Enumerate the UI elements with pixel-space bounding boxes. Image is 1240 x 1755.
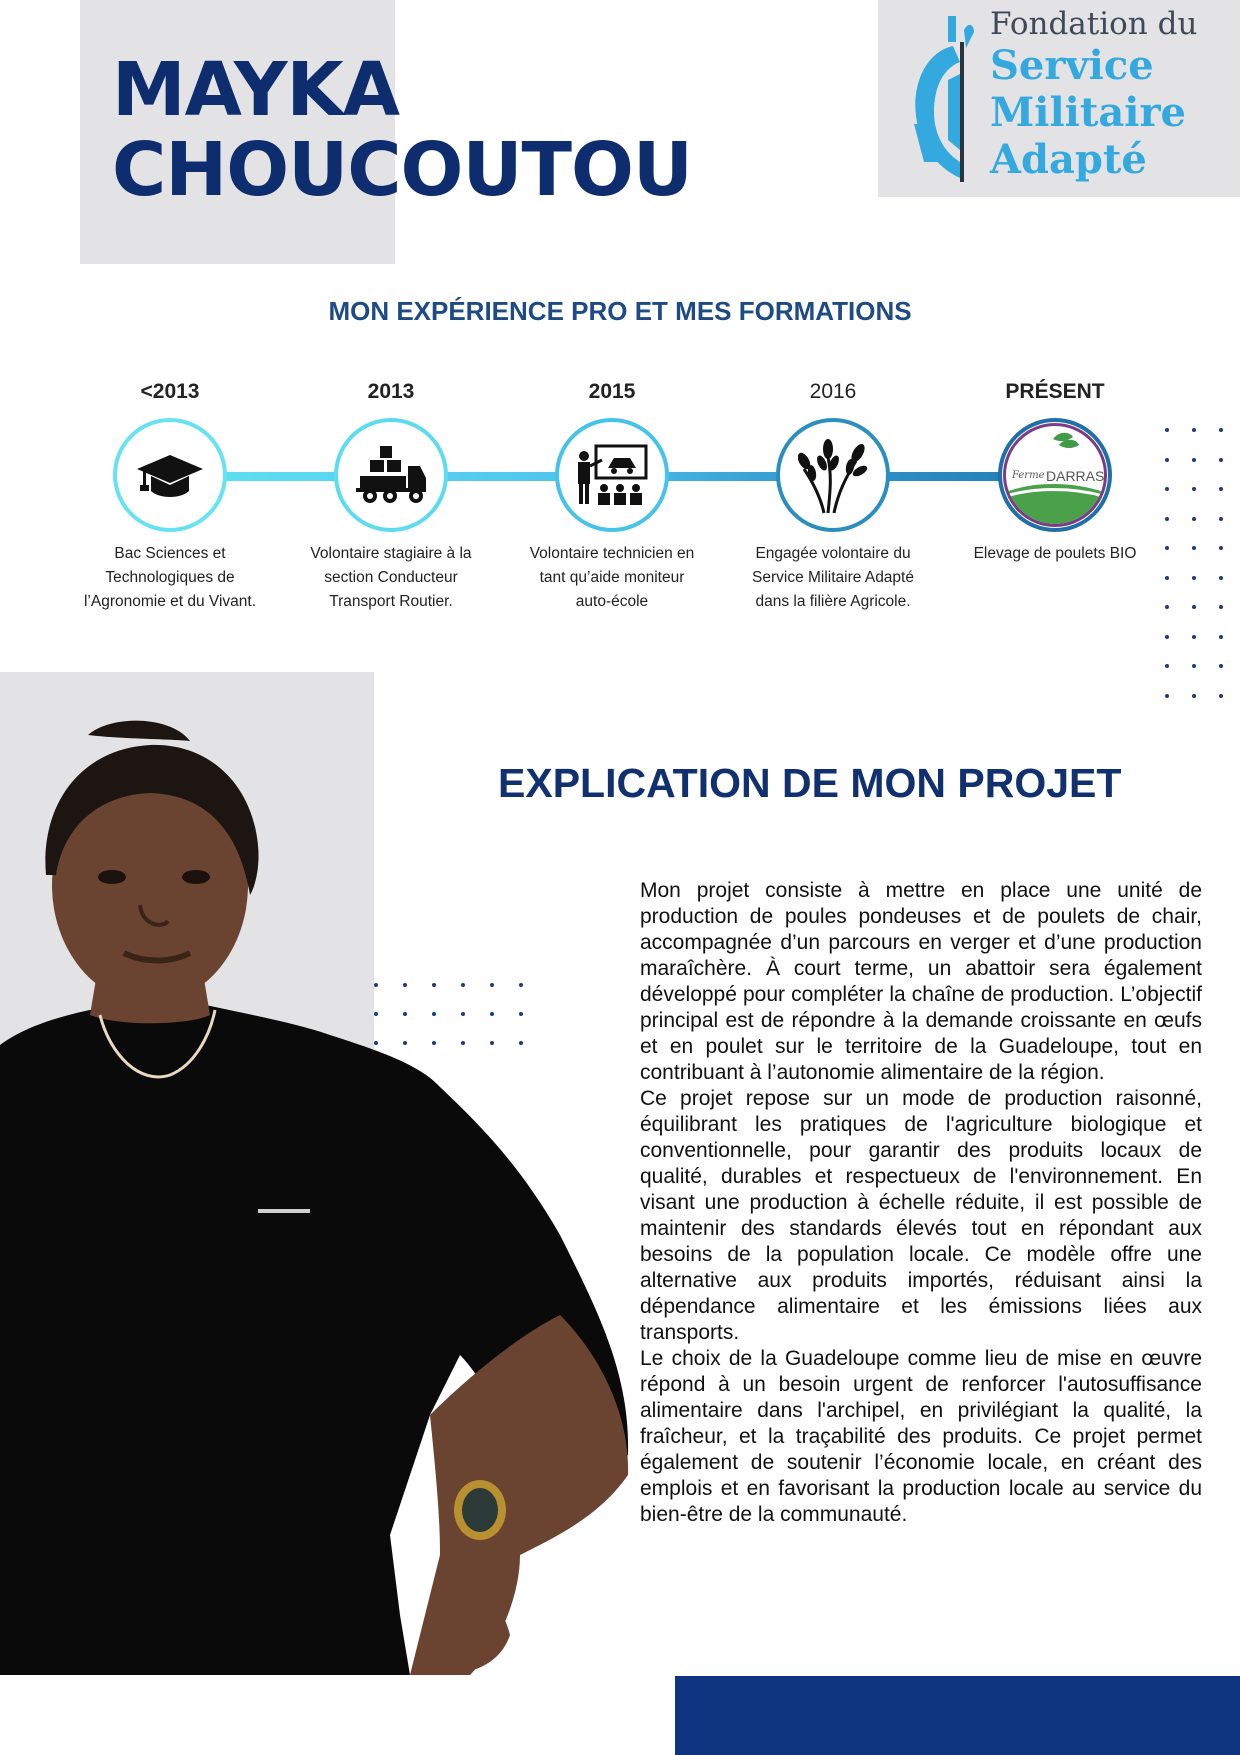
decorative-dot (1219, 546, 1223, 550)
decorative-dot (519, 1012, 523, 1016)
decorative-dot (1165, 546, 1169, 550)
decorative-dot (1192, 428, 1196, 432)
decorative-dot (403, 1012, 407, 1016)
decorative-dot (1165, 576, 1169, 580)
ferme-logo-text: DARRAS (1046, 468, 1105, 484)
decorative-dot (1219, 635, 1223, 639)
person-name (112, 47, 693, 213)
project-paragraph: Ce projet repose sur un mode de production raisonné, équilibrant les pratiques de l'agriculture biologique et conventionnelle, pour garantir des produits locaux de qualité, durables et respectueux de l'environnement. En visant une production à échelle réduite, il est possible de maintenir des standards élevés tout en répondant aux besoins de la population locale. Ce modèle offre une alternative aux produits importés, réduisant ainsi la dépendance alimentaire et les émissions liées aux transports. (640, 1087, 1202, 1344)
timeline-description: Volontaire technicien en tant qu’aide moniteur auto-école (529, 545, 695, 610)
decorative-dot (1165, 605, 1169, 609)
timeline-item (950, 380, 1160, 566)
decorative-dot (1192, 635, 1196, 639)
logo-line-service: Service (990, 42, 1154, 89)
decorative-dot (1219, 694, 1223, 698)
timeline-year: 2015 (588, 380, 636, 403)
fsma-logo-text (990, 6, 1197, 183)
timeline-description: Elevage de poulets BIO (973, 545, 1137, 562)
decorative-dot (1219, 487, 1223, 491)
decorative-dot (461, 1012, 465, 1016)
decorative-dot (519, 1041, 523, 1045)
logo-line-adapte: Adapté (990, 136, 1147, 183)
project-paragraph: Le choix de la Guadeloupe comme lieu de mise en œuvre répond à un besoin urgent de renforcer l'autosuffisance alimentaire dans l'archipel, en privilégiant la qualité, la fraîcheur, et la traçabilité des produits. Ce projet permet également de soutenir l’économie locale, en créant des emplois et en favorisant la production locale au service du bien-être de la communauté. (640, 1347, 1202, 1526)
decorative-dot (403, 983, 407, 987)
decorative-dot (1165, 664, 1169, 668)
decorative-dot (1219, 458, 1223, 462)
timeline-year: 2013 (367, 380, 415, 403)
timeline-year: 2016 (809, 380, 857, 403)
decorative-dot (490, 983, 494, 987)
decorative-dot (461, 1041, 465, 1045)
timeline-circle (776, 418, 890, 532)
decorative-dot (403, 1041, 407, 1045)
decorative-dot (490, 1041, 494, 1045)
decorative-dot (1165, 428, 1169, 432)
decorative-dot (1219, 517, 1223, 521)
timeline-item (507, 380, 717, 614)
footer-bar (675, 1676, 1240, 1755)
timeline-item (286, 380, 496, 614)
logo-line-militaire: Militaire (990, 89, 1186, 136)
logo-line-fondation: Fondation du (990, 6, 1198, 42)
timeline-year: PRÉSENT (1005, 380, 1105, 403)
timeline-circle (998, 418, 1112, 532)
wheat-icon (798, 435, 868, 515)
decorative-dot (374, 983, 378, 987)
decorative-dot (1192, 694, 1196, 698)
timeline-item (728, 380, 938, 614)
timeline-circle (555, 418, 669, 532)
last-name: CHOUCOUTOU (112, 127, 693, 213)
decorative-dot (1192, 487, 1196, 491)
timeline-description: Volontaire stagiaire à la section Conducteur Transport Routier. (310, 545, 472, 610)
project-paragraph: Mon projet consiste à mettre en place une unité de production de poules pondeuses et de poulets de chair, accompagnée d’un parcours en verger et d’une production maraîchère. À court terme, un abattoir sera également développé pour compléter la chaîne de production. L’objectif principal est de répondre à la demande croissante en œufs et en poulet sur le territoire de la Guadeloupe, tout en contribuant à l’autonomie alimentaire de la région. (640, 879, 1202, 1084)
decorative-dot (1192, 664, 1196, 668)
decorative-dot (1165, 487, 1169, 491)
portrait-photo (0, 715, 640, 1675)
ferme-darras-logo (1003, 423, 1107, 527)
decorative-dot (1165, 517, 1169, 521)
decorative-dot (1192, 546, 1196, 550)
decorative-dot (1192, 458, 1196, 462)
decorative-dot (1192, 576, 1196, 580)
decorative-dot (1219, 576, 1223, 580)
decorative-dot (1165, 635, 1169, 639)
decorative-dot (519, 983, 523, 987)
project-title: EXPLICATION DE MON PROJET (498, 760, 1122, 806)
decorative-dots-middle (374, 983, 534, 1053)
first-name: MAYKA (112, 47, 400, 133)
decorative-dot (432, 1012, 436, 1016)
graduation-cap-icon (135, 447, 205, 503)
decorative-dot (432, 983, 436, 987)
decorative-dot (1192, 605, 1196, 609)
timeline-item (65, 380, 275, 614)
decorative-dot (432, 1041, 436, 1045)
ferme-logo-script: Ferme (1012, 470, 1045, 481)
timeline-year: <2013 (140, 380, 200, 403)
timeline-circle (113, 418, 227, 532)
decorative-dot (1219, 664, 1223, 668)
timeline-description: Engagée volontaire du Service Militaire Adapté dans la filière Agricole. (752, 545, 914, 610)
timeline-description: Bac Sciences et Technologiques de l’Agronomie et du Vivant. (83, 545, 257, 610)
project-description (640, 878, 1202, 1528)
decorative-dot (1165, 458, 1169, 462)
decorative-dot (1192, 517, 1196, 521)
decorative-dot (1219, 605, 1223, 609)
decorative-dot (461, 983, 465, 987)
decorative-dot (1219, 428, 1223, 432)
decorative-dot (374, 1012, 378, 1016)
fsma-logo (878, 0, 1240, 197)
decorative-dot (490, 1012, 494, 1016)
experience-title: MON EXPÉRIENCE PRO ET MES FORMATIONS (328, 296, 912, 326)
driving-instructor-icon (574, 442, 650, 508)
decorative-dots-right (1165, 428, 1225, 703)
fsma-emblem-icon (908, 12, 978, 182)
decorative-dot (1165, 694, 1169, 698)
truck-icon (354, 444, 428, 506)
timeline-circle (334, 418, 448, 532)
decorative-dot (374, 1041, 378, 1045)
